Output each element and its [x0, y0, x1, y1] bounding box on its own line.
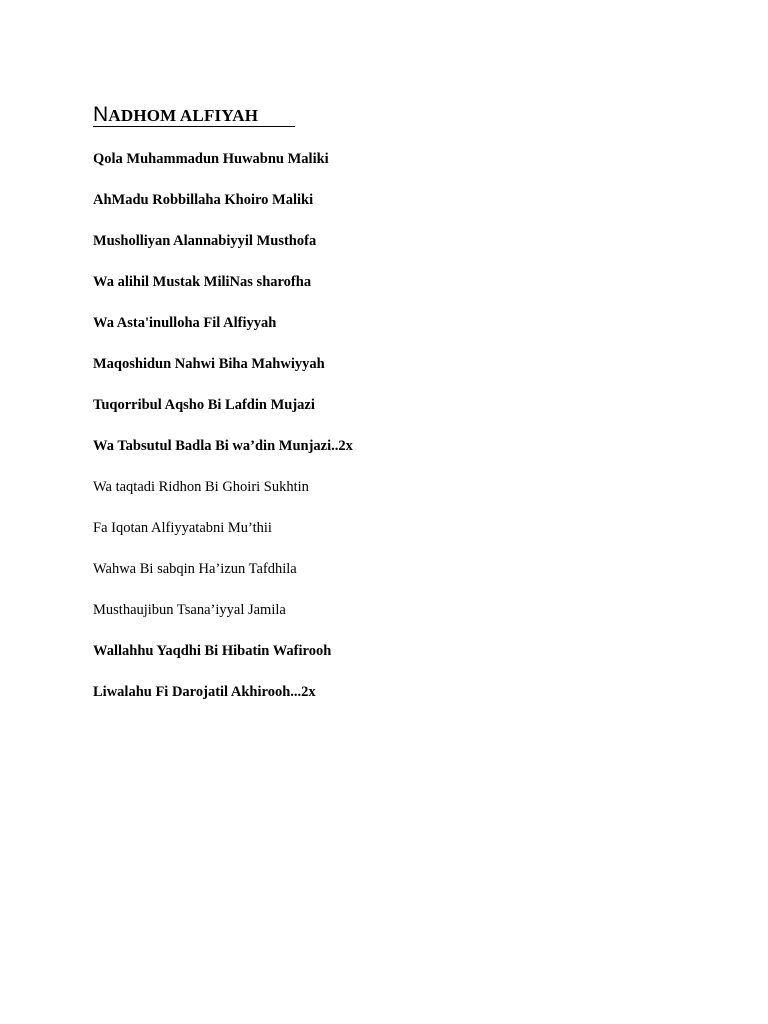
verse-line: Liwalahu Fi Darojatil Akhirooh...2x: [93, 684, 316, 700]
verse-line: Wa alihil Mustak MiliNas sharofha: [93, 274, 312, 290]
verse-line: Musholliyan Alannabiyyil Musthofa: [93, 233, 317, 249]
verse-line: Tuqorribul Aqsho Bi Lafdin Mujazi: [93, 397, 315, 413]
verse-line: Wa Tabsutul Badla Bi wa’din Munjazi..2x: [93, 438, 353, 454]
verse-line: Wallahhu Yaqdhi Bi Hibatin Wafirooh: [93, 643, 332, 659]
verse-list: [93, 150, 353, 724]
verse-line: Wahwa Bi sabqin Ha’izun Tafdhila: [93, 561, 297, 577]
verse-line: AhMadu Robbillaha Khoiro Maliki: [93, 192, 314, 208]
verse-line: Fa Iqotan Alfiyyatabni Mu’thii: [93, 520, 272, 536]
verse-line: Musthaujibun Tsana’iyyal Jamila: [93, 602, 286, 618]
title-first-letter: N: [93, 103, 109, 126]
verse-line: Wa taqtadi Ridhon Bi Ghoiri Sukhtin: [93, 479, 309, 495]
verse-line: Maqoshidun Nahwi Biha Mahwiyyah: [93, 356, 325, 372]
verse-line: Wa Asta'inulloha Fil Alfiyyah: [93, 315, 277, 331]
title-rest: ADHOM ALFIYAH: [108, 106, 259, 125]
title-underline: [93, 126, 295, 127]
verse-line: Qola Muhammadun Huwabnu Maliki: [93, 151, 329, 167]
document-title: [93, 103, 258, 127]
